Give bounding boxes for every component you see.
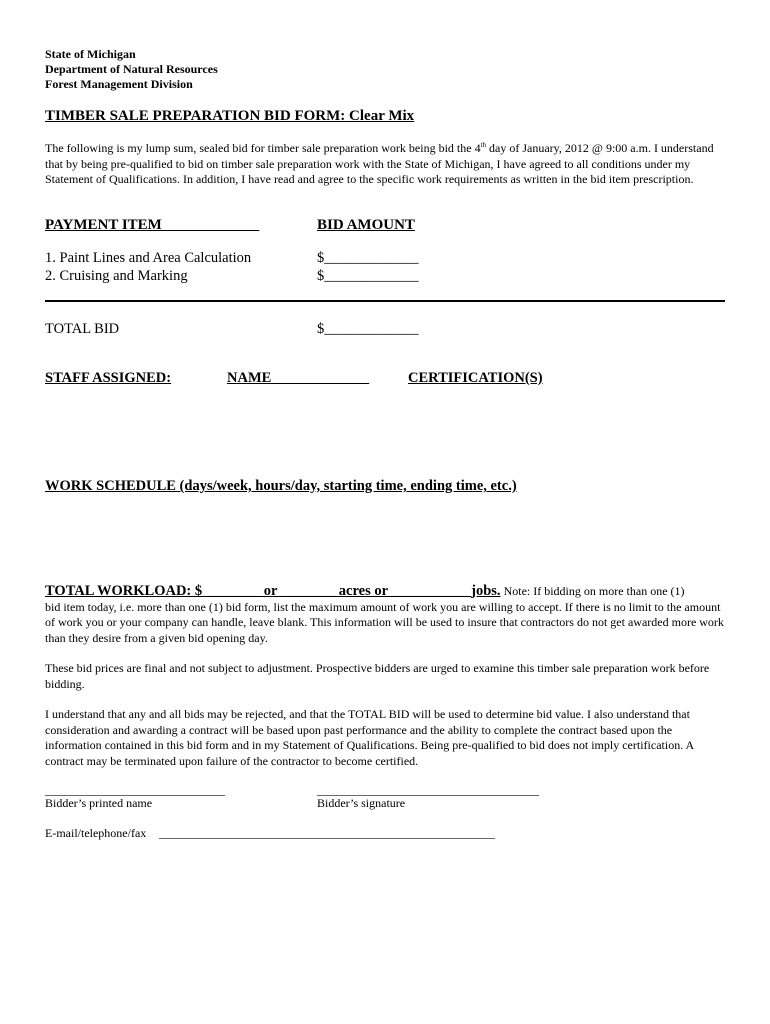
header-state: State of Michigan: [45, 47, 136, 61]
total-workload-fields[interactable]: TOTAL WORKLOAD: $________ or ________acres or ___________jobs.: [45, 583, 501, 599]
workload-note-rest: bid item today, i.e. more than one (1) bid form, list the maximum amount of work you are willing to accept. If there is no limit to the amount of work you or your company can handle, leave blank. This information will be used to insure that contractors do not get awarded more work than they desire from a given bid opening day.: [45, 599, 724, 645]
printed-name-label: Bidder’s printed name: [45, 796, 153, 810]
bid-amount-header: BID AMOUNT: [317, 217, 415, 233]
header-division: Forest Management Division: [45, 77, 193, 91]
total-bid-amount-field[interactable]: $_____________: [317, 321, 419, 337]
intro-ordinal-suffix: th: [480, 141, 487, 149]
total-workload-paragraph: [45, 584, 725, 646]
payment-item-2-amount-field[interactable]: $_____________: [317, 268, 419, 284]
workload-note-first: Note: If bidding on more than one (1): [500, 584, 685, 598]
contact-label: E-mail/telephone/fax: [45, 826, 147, 840]
final-prices-paragraph: These bid prices are final and not subject to adjustment. Prospective bidders are urged to examine this timber sale preparation work before bidding.: [45, 661, 710, 691]
staff-assigned-label: STAFF ASSIGNED:: [45, 370, 172, 386]
intro-paragraph: [45, 141, 725, 188]
total-bid-label: TOTAL BID: [45, 321, 120, 337]
payment-item-header: PAYMENT ITEM: [45, 217, 260, 233]
staff-name-header: NAME: [227, 370, 370, 386]
payment-item-2-label: 2. Cruising and Marking: [45, 268, 188, 284]
work-schedule-heading: WORK SCHEDULE (days/week, hours/day, starting time, ending time, etc.): [45, 478, 517, 494]
form-title: TIMBER SALE PREPARATION BID FORM: Clear Mix: [45, 108, 415, 124]
printed-name-line[interactable]: ______________________________: [45, 783, 225, 797]
signature-label: Bidder’s signature: [317, 796, 406, 810]
contact-line[interactable]: ________________________________________________________: [159, 826, 495, 840]
payment-item-1-label: 1. Paint Lines and Area Calculation: [45, 250, 252, 266]
understanding-paragraph: I understand that any and all bids may be rejected, and that the TOTAL BID will be used to determine bid value. I also understand that consideration and awarding a contract will be based upon past performance and the ability to complete the contract based upon the information contained in this bid form and in my Statement of Qualifications. Being pre-qualified to bid does not imply certification. A contract may be terminated upon failure of the contractor to become certified.: [45, 707, 694, 768]
payment-item-1-amount-field[interactable]: $_____________: [317, 250, 419, 266]
staff-certification-header: CERTIFICATION(S): [408, 370, 543, 386]
table-divider: [45, 300, 725, 302]
intro-text-1: The following is my lump sum, sealed bid for timber sale preparation work being bid the 4: [45, 141, 481, 155]
header-department: Department of Natural Resources: [45, 62, 218, 76]
signature-line[interactable]: _____________________________________: [317, 783, 539, 797]
intro-text-2: day of January, 2012 @ 9:00 a.m. I understand that by being pre-qualified to bid on timber sale preparation work with the State of Michigan, I have agreed to all conditions under my Statement of Qualifications. In addition, I have read and agree to the specific work requirements as written in the bid item prescription.: [45, 141, 714, 186]
